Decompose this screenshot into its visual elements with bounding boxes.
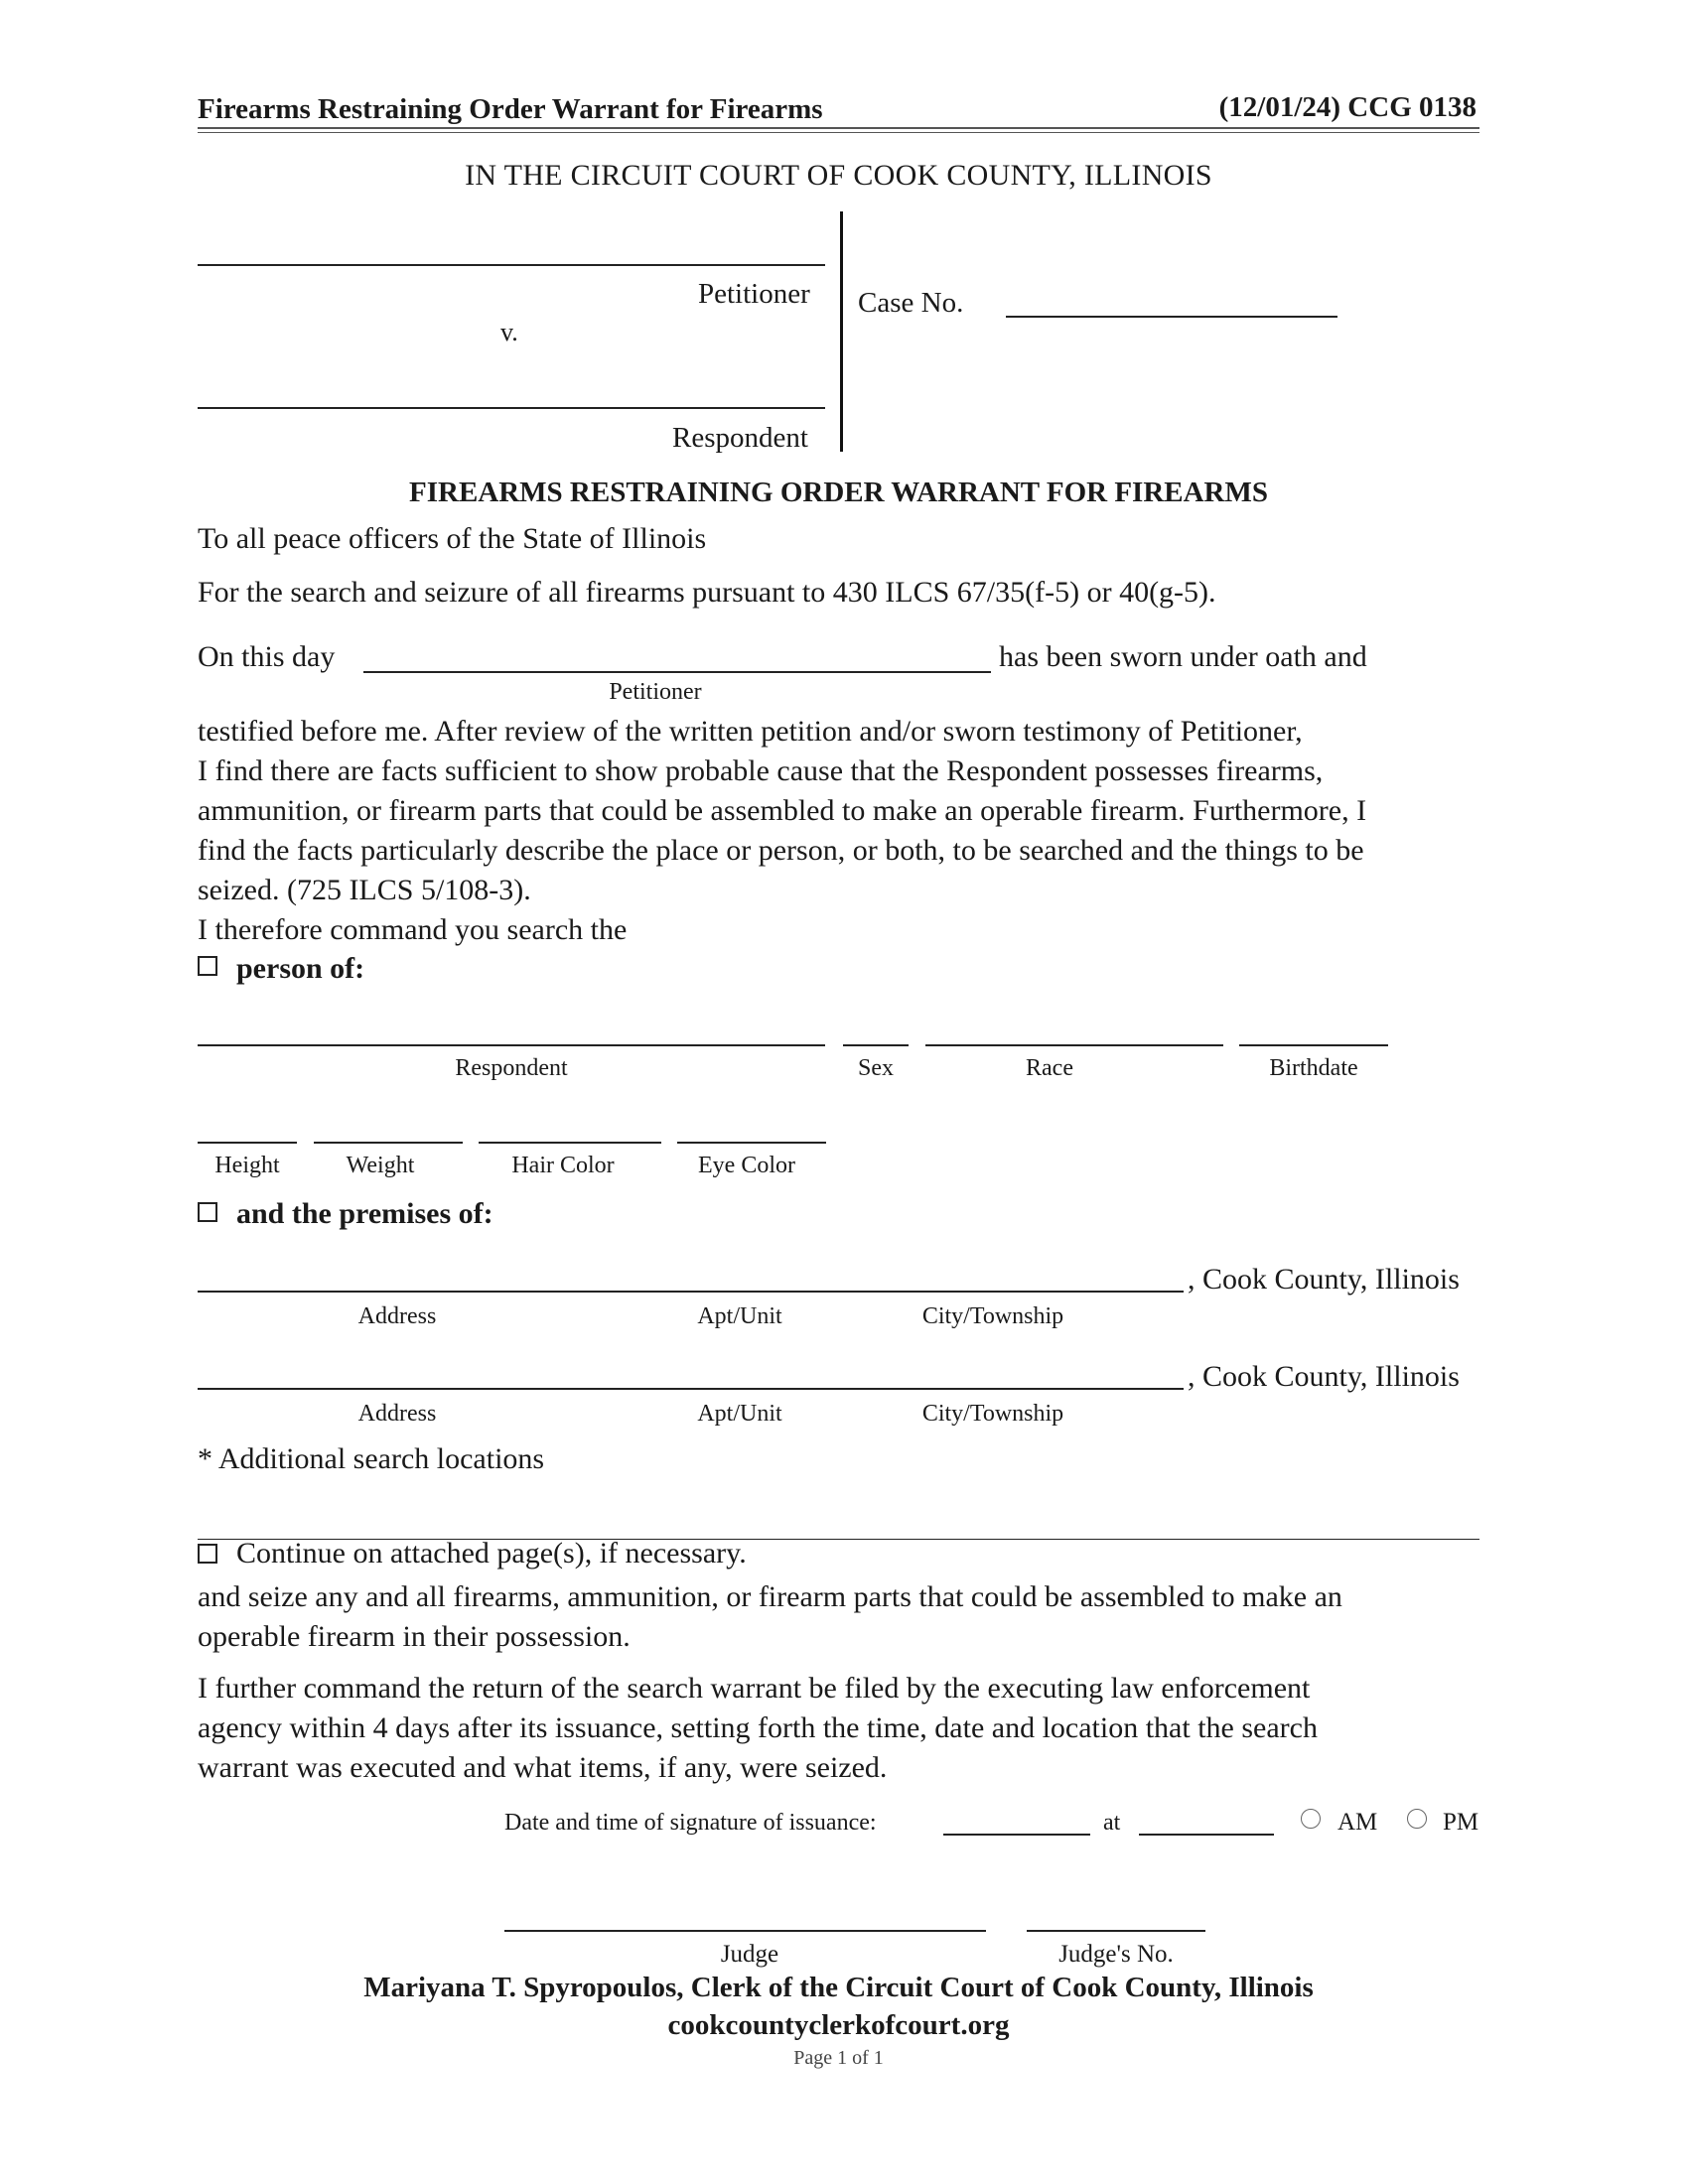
- paragraph-line-1: testified before me. After review of the written petition and/or sworn testimony of Petitioner,: [198, 715, 1303, 748]
- premises-address-1-field[interactable]: [198, 1265, 1184, 1293]
- return-line-1: I further command the return of the search warrant be filed by the executing law enforcement: [198, 1672, 1311, 1705]
- additional-locations-field[interactable]: [198, 1513, 1479, 1540]
- petitioner-sublabel: Petitioner: [609, 679, 702, 705]
- case-number-field[interactable]: [1006, 290, 1337, 318]
- am-label: AM: [1337, 1809, 1378, 1836]
- issuance-at-label: at: [1103, 1810, 1121, 1836]
- seize-line-2: operable firearm in their possession.: [198, 1620, 631, 1653]
- petitioner-label: Petitioner: [698, 278, 810, 310]
- issuance-label: Date and time of signature of issuance:: [504, 1810, 877, 1836]
- county-suffix-2: , Cook County, Illinois: [1188, 1360, 1460, 1393]
- search-seizure-text: For the search and seizure of all firearms pursuant to 430 ILCS 67/35(f-5) or 40(g-5).: [198, 576, 1216, 609]
- return-line-2: agency within 4 days after its issuance, setting forth the time, date and location that the search: [198, 1711, 1318, 1744]
- to-officers-text: To all peace officers of the State of Illinois: [198, 522, 707, 555]
- person-checkbox[interactable]: [198, 956, 217, 976]
- document-title: FIREARMS RESTRAINING ORDER WARRANT FOR FIREARMS: [409, 477, 1268, 508]
- on-this-day-text: On this day: [198, 640, 336, 673]
- race-field[interactable]: [925, 1019, 1223, 1046]
- paragraph-line-2: I find there are facts sufficient to show probable cause that the Respondent possesses firearms,: [198, 754, 1324, 787]
- height-sublabel: Height: [214, 1153, 280, 1178]
- paragraph-line-3: ammunition, or firearm parts that could be assembled to make an operable firearm. Furthermore, I: [198, 794, 1367, 827]
- judge-number-sublabel: Judge's No.: [1058, 1941, 1174, 1968]
- respondent-sublabel: Respondent: [455, 1055, 568, 1081]
- clerk-footer: Mariyana T. Spyropoulos, Clerk of the Circuit Court of Cook County, Illinois: [363, 1972, 1314, 2003]
- petitioner-name-field[interactable]: [198, 238, 825, 266]
- apt-unit-sublabel-2: Apt/Unit: [697, 1401, 782, 1427]
- form-code: (12/01/24) CCG 0138: [1218, 91, 1477, 123]
- return-line-3: warrant was executed and what items, if any, were seized.: [198, 1751, 888, 1784]
- court-title: IN THE CIRCUIT COURT OF COOK COUNTY, ILLINOIS: [465, 159, 1212, 192]
- judge-sublabel: Judge: [720, 1941, 779, 1968]
- judge-number-field[interactable]: [1027, 1904, 1205, 1932]
- issuance-date-field[interactable]: [943, 1808, 1090, 1836]
- hair-color-field[interactable]: [479, 1116, 661, 1144]
- weight-sublabel: Weight: [346, 1153, 415, 1178]
- race-sublabel: Race: [1026, 1055, 1073, 1081]
- birthdate-sublabel: Birthdate: [1269, 1055, 1358, 1081]
- paragraph-line-5: seized. (725 ILCS 5/108-3).: [198, 874, 531, 906]
- website-footer[interactable]: cookcountyclerkofcourt.org: [667, 2009, 1010, 2041]
- address-sublabel-2: Address: [357, 1401, 437, 1427]
- page-number: Page 1 of 1: [793, 2047, 884, 2069]
- versus-label: v.: [500, 318, 518, 346]
- eye-color-field[interactable]: [677, 1116, 826, 1144]
- respondent-field[interactable]: [198, 1019, 825, 1046]
- city-township-sublabel-2: City/Township: [921, 1401, 1064, 1427]
- address-sublabel-1: Address: [357, 1303, 437, 1329]
- am-radio[interactable]: [1301, 1809, 1321, 1829]
- sworn-text: has been sworn under oath and: [999, 640, 1367, 673]
- eye-color-sublabel: Eye Color: [698, 1153, 795, 1178]
- sex-field[interactable]: [843, 1019, 909, 1046]
- apt-unit-sublabel-1: Apt/Unit: [697, 1303, 782, 1329]
- pm-label: PM: [1443, 1809, 1479, 1836]
- county-suffix-1: , Cook County, Illinois: [1188, 1263, 1460, 1296]
- case-no-label: Case No.: [858, 287, 964, 319]
- weight-field[interactable]: [314, 1116, 463, 1144]
- continue-label: Continue on attached page(s), if necessary.: [236, 1537, 747, 1570]
- hair-color-sublabel: Hair Color: [511, 1153, 615, 1178]
- sex-sublabel: Sex: [858, 1055, 894, 1081]
- pm-radio[interactable]: [1407, 1809, 1427, 1829]
- respondent-name-field[interactable]: [198, 381, 825, 409]
- respondent-label: Respondent: [672, 422, 808, 454]
- petitioner-sworn-field[interactable]: [363, 645, 991, 673]
- paragraph-line-4: find the facts particularly describe the place or person, or both, to be searched and the things to be: [198, 834, 1364, 867]
- issuance-time-field[interactable]: [1139, 1808, 1274, 1836]
- premises-checkbox[interactable]: [198, 1202, 217, 1222]
- person-of-label: person of:: [236, 952, 365, 985]
- caption-divider: [840, 211, 843, 452]
- height-field[interactable]: [198, 1116, 297, 1144]
- paragraph-line-6: I therefore command you search the: [198, 913, 628, 946]
- premises-of-label: and the premises of:: [236, 1197, 493, 1230]
- header-divider: [198, 127, 1479, 133]
- form-header-title: Firearms Restraining Order Warrant for Firearms: [198, 93, 823, 125]
- birthdate-field[interactable]: [1239, 1019, 1388, 1046]
- additional-locations-label: * Additional search locations: [198, 1442, 545, 1475]
- judge-signature-field[interactable]: [504, 1904, 986, 1932]
- city-township-sublabel-1: City/Township: [921, 1303, 1064, 1329]
- seize-line-1: and seize any and all firearms, ammunition, or firearm parts that could be assembled to make an: [198, 1580, 1342, 1613]
- premises-address-2-field[interactable]: [198, 1362, 1184, 1390]
- continue-checkbox[interactable]: [198, 1544, 217, 1564]
